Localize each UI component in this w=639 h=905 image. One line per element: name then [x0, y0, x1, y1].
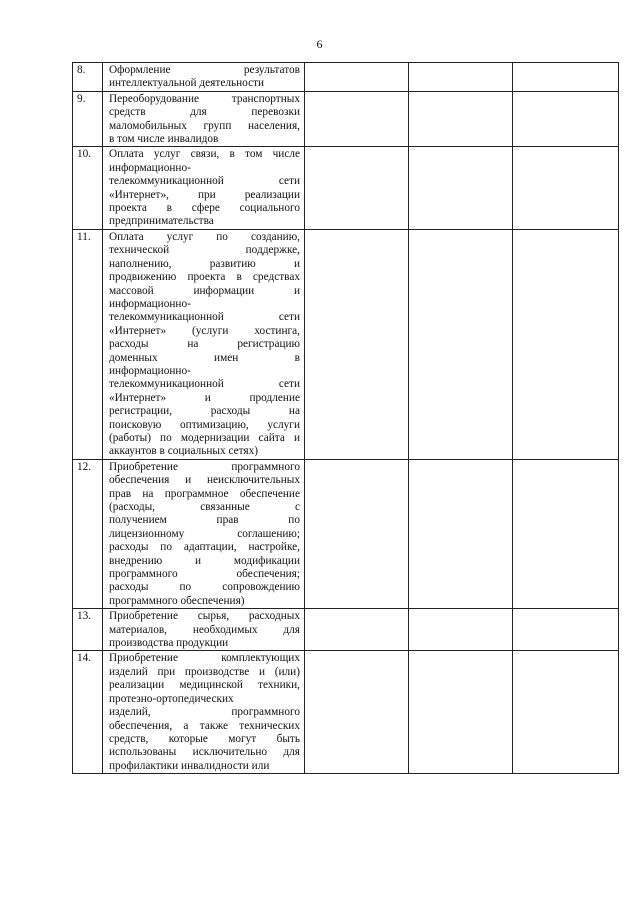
description-line: регистрации, расходы на [109, 405, 300, 418]
empty-cell-col-3 [305, 91, 409, 147]
description-line: (расходы, связанные с [109, 501, 300, 513]
description-line: телекоммуникационной сети [109, 175, 300, 188]
page-number: 6 [316, 37, 323, 51]
table-row [73, 229, 619, 459]
empty-cell-col-3 [305, 609, 409, 651]
description-line: лицензионному соглашению; [109, 527, 300, 540]
table-row [73, 147, 619, 229]
row-number: 12. [73, 459, 103, 608]
empty-cell-col-5 [513, 229, 619, 459]
description-line: информационно- [109, 364, 191, 377]
empty-cell-col-4 [409, 609, 513, 651]
row-number: 14. [73, 651, 103, 774]
empty-cell-col-3 [305, 459, 409, 608]
description-line: средств для перевозки [109, 106, 300, 119]
row-description [103, 147, 305, 229]
description-line: доменных имен в [109, 351, 300, 364]
description-line: (работы) по модернизации сайта и [109, 431, 300, 444]
description-line: изделий, программного [109, 706, 300, 719]
row-number: 9. [73, 91, 103, 147]
description-line: Приобретение сырья, расходных [109, 610, 300, 623]
row-description [103, 91, 305, 147]
description-line: прав на программное обеспечение [109, 487, 300, 500]
description-line: профилактики инвалидности или [109, 759, 270, 772]
description-line: телекоммуникационной сети [109, 311, 300, 324]
description-line: Переоборудование транспортных [109, 92, 300, 105]
description-line: обеспечения и неисключительных [109, 474, 300, 487]
row-description [103, 651, 305, 774]
description-line: проекта в сфере социального [109, 202, 300, 215]
description-line: «Интернет», при реализации [109, 188, 300, 201]
empty-cell-col-5 [513, 63, 619, 92]
row-number: 10. [73, 147, 103, 229]
empty-cell-col-4 [409, 63, 513, 92]
description-line: аккаунтов в социальных сетях) [109, 445, 259, 458]
description-line: поисковую оптимизацию, услуги [109, 418, 300, 431]
description-line: «Интернет» (услуги хостинга, [109, 324, 300, 337]
description-line: Приобретение программного [109, 460, 300, 473]
row-description [103, 229, 305, 459]
description-line: расходы по адаптации, настройке, [109, 541, 300, 554]
description-line: протезно-ортопедических [109, 692, 234, 705]
description-line: информационно- [109, 297, 191, 310]
empty-cell-col-5 [513, 459, 619, 608]
description-line: изделий при производстве и (или) [109, 665, 300, 678]
description-line: расходы по сопровождению [109, 581, 300, 594]
description-line: производства продукции [109, 637, 229, 650]
table-row [73, 609, 619, 651]
description-line: реализации медицинской техники, [109, 679, 300, 692]
empty-cell-col-4 [409, 459, 513, 608]
description-line: внедрению и модификации [109, 554, 300, 567]
row-number: 13. [73, 609, 103, 651]
description-line: информационно- [109, 161, 191, 174]
empty-cell-col-5 [513, 91, 619, 147]
description-line: программного обеспечения; [109, 568, 300, 581]
empty-cell-col-3 [305, 229, 409, 459]
description-line: маломобильных групп населения, [109, 119, 300, 132]
empty-cell-col-3 [305, 651, 409, 774]
table-row [73, 459, 619, 608]
description-line: массовой информации и [109, 284, 300, 297]
description-line: средств, которые могут быть [109, 732, 300, 745]
table-row [73, 91, 619, 147]
empty-cell-col-3 [305, 63, 409, 92]
description-line: Оформление результатов [109, 64, 300, 76]
description-line: в том числе инвалидов [109, 133, 219, 146]
table-row [73, 651, 619, 774]
description-line: использованы исключительно для [109, 746, 300, 759]
description-line: интеллектуальной деятельности [109, 77, 265, 90]
expenses-table [72, 62, 619, 774]
empty-cell-col-5 [513, 651, 619, 774]
description-line: Приобретение комплектующих [109, 652, 300, 665]
description-line: телекоммуникационной сети [109, 378, 300, 391]
description-line: материалов, необходимых для [109, 623, 300, 636]
description-line: расходы на регистрацию [109, 338, 300, 351]
row-description [103, 63, 305, 92]
row-number: 11. [73, 229, 103, 459]
empty-cell-col-4 [409, 147, 513, 229]
row-description [103, 459, 305, 608]
empty-cell-col-4 [409, 91, 513, 147]
description-line: «Интернет» и продление [109, 391, 300, 404]
empty-cell-col-5 [513, 147, 619, 229]
description-line: технической поддержке, [109, 244, 300, 257]
description-line: программного обеспечения) [109, 594, 245, 607]
description-line: получением прав по [109, 514, 300, 527]
table-row [73, 63, 619, 92]
empty-cell-col-4 [409, 651, 513, 774]
row-number: 8. [73, 63, 103, 92]
empty-cell-col-5 [513, 609, 619, 651]
description-line: обеспечения, а также технических [109, 719, 300, 732]
description-line: продвижению проекта в средствах [109, 271, 300, 284]
empty-cell-col-3 [305, 147, 409, 229]
description-line: Оплата услуг по созданию, [109, 230, 300, 243]
description-line: наполнению, развитию и [109, 257, 300, 270]
description-line: предпринимательства [109, 215, 214, 228]
table-body [73, 63, 619, 774]
row-description [103, 609, 305, 651]
description-line: Оплата услуг связи, в том числе [109, 148, 300, 161]
empty-cell-col-4 [409, 229, 513, 459]
